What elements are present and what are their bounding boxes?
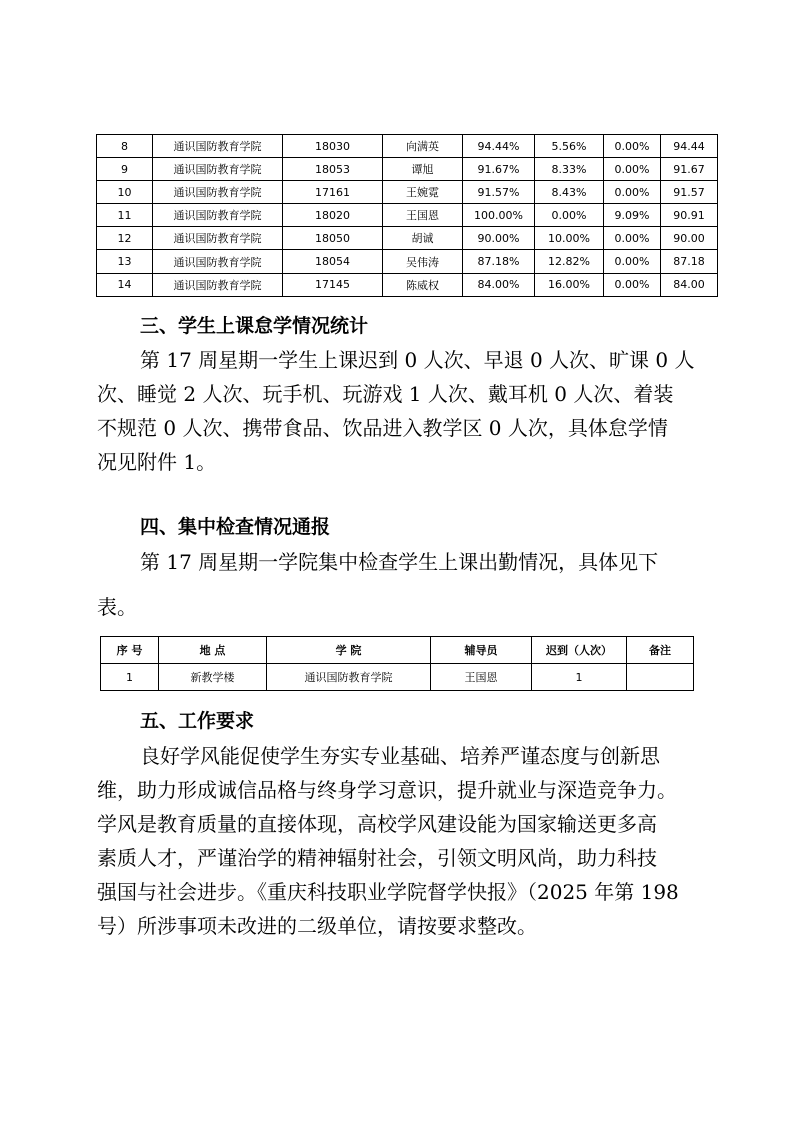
header-cell-college: 学 院 xyxy=(267,637,431,664)
cell-rank: 13 xyxy=(97,250,153,273)
cell-score: 90.00 xyxy=(661,227,718,250)
table-row xyxy=(97,227,718,250)
attendance-ranking-table xyxy=(96,134,718,297)
cell-staff-id: 18020 xyxy=(283,204,383,227)
header-cell-counselor: 辅导员 xyxy=(431,637,532,664)
section-3-line: 不规范 0 人次、携带食品、饮品进入教学区 0 人次，具体怠学情 xyxy=(97,416,668,440)
table-row xyxy=(97,135,718,158)
cell-absence-rate: 0.00% xyxy=(604,250,661,273)
cell-staff-id: 18050 xyxy=(283,227,383,250)
cell-location: 新教学楼 xyxy=(159,664,267,691)
cell-rank: 8 xyxy=(97,135,153,158)
cell-rank: 10 xyxy=(97,181,153,204)
inspection-header-row xyxy=(101,637,694,664)
table-row xyxy=(97,158,718,181)
header-cell-remarks: 备注 xyxy=(627,637,694,664)
cell-college: 通识国防教育学院 xyxy=(153,181,283,204)
section-5-line: 素质人才，严谨治学的精神辐射社会，引领文明风尚，助力科技 xyxy=(97,846,657,870)
cell-teacher: 陈威权 xyxy=(383,273,463,296)
cell-counselor: 王国恩 xyxy=(431,664,532,691)
table-row xyxy=(97,250,718,273)
cell-teacher: 王国恩 xyxy=(383,204,463,227)
cell-index: 1 xyxy=(101,664,159,691)
cell-staff-id: 18054 xyxy=(283,250,383,273)
header-cell-late-count: 迟到（人次） xyxy=(532,637,627,664)
section-5-heading: 五、工作要求 xyxy=(140,710,255,732)
cell-college: 通识国防教育学院 xyxy=(153,135,283,158)
cell-staff-id: 17145 xyxy=(283,273,383,296)
cell-rank: 14 xyxy=(97,273,153,296)
section-5-line: 强国与社会进步。《重庆科技职业学院督学快报》（2025 年第 198 xyxy=(97,880,679,904)
cell-rank: 9 xyxy=(97,158,153,181)
section-5-line: 维，助力形成诚信品格与终身学习意识，提升就业与深造竞争力。 xyxy=(97,778,677,802)
cell-remarks xyxy=(627,664,694,691)
cell-score: 84.00 xyxy=(661,273,718,296)
header-cell-location: 地 点 xyxy=(159,637,267,664)
cell-college: 通识国防教育学院 xyxy=(153,250,283,273)
cell-late-rate: 8.43% xyxy=(535,181,604,204)
cell-college: 通识国防教育学院 xyxy=(153,158,283,181)
section-5-line: 学风是教育质量的直接体现，高校学风建设能为国家输送更多高 xyxy=(97,812,657,836)
cell-late-count: 1 xyxy=(532,664,627,691)
header-cell-index: 序 号 xyxy=(101,637,159,664)
section-3-heading: 三、学生上课怠学情况统计 xyxy=(140,315,369,337)
cell-attendance-rate: 94.44% xyxy=(463,135,535,158)
cell-late-rate: 0.00% xyxy=(535,204,604,227)
cell-teacher: 谭旭 xyxy=(383,158,463,181)
cell-staff-id: 17161 xyxy=(283,181,383,204)
cell-college: 通识国防教育学院 xyxy=(153,273,283,296)
cell-score: 90.91 xyxy=(661,204,718,227)
section-5-line: 良好学风能促使学生夯实专业基础、培养严谨态度与创新思 xyxy=(140,744,660,768)
cell-absence-rate: 0.00% xyxy=(604,227,661,250)
cell-attendance-rate: 90.00% xyxy=(463,227,535,250)
cell-absence-rate: 0.00% xyxy=(604,135,661,158)
cell-attendance-rate: 87.18% xyxy=(463,250,535,273)
cell-teacher: 胡诚 xyxy=(383,227,463,250)
section-5-paragraph xyxy=(97,739,697,943)
cell-late-rate: 5.56% xyxy=(535,135,604,158)
table-row xyxy=(97,181,718,204)
section-4-line: 第 17 周星期一学院集中检查学生上课出勤情况，具体见下 xyxy=(140,550,659,574)
table-row xyxy=(97,204,718,227)
cell-late-rate: 10.00% xyxy=(535,227,604,250)
cell-rank: 11 xyxy=(97,204,153,227)
cell-late-rate: 8.33% xyxy=(535,158,604,181)
table-row xyxy=(97,273,718,296)
cell-score: 94.44 xyxy=(661,135,718,158)
cell-college: 通识国防教育学院 xyxy=(153,227,283,250)
cell-attendance-rate: 91.67% xyxy=(463,158,535,181)
cell-rank: 12 xyxy=(97,227,153,250)
section-5-line: 号）所涉事项未改进的二级单位，请按要求整改。 xyxy=(97,914,537,938)
cell-teacher: 王婉霓 xyxy=(383,181,463,204)
cell-absence-rate: 0.00% xyxy=(604,181,661,204)
cell-teacher: 吴伟涛 xyxy=(383,250,463,273)
table-row xyxy=(101,664,694,691)
cell-absence-rate: 0.00% xyxy=(604,158,661,181)
cell-absence-rate: 9.09% xyxy=(604,204,661,227)
cell-college: 通识国防教育学院 xyxy=(267,664,431,691)
section-3-line: 第 17 周星期一学生上课迟到 0 人次、早退 0 人次、旷课 0 人 xyxy=(140,348,695,372)
cell-score: 91.67 xyxy=(661,158,718,181)
cell-college: 通识国防教育学院 xyxy=(153,204,283,227)
cell-attendance-rate: 100.00% xyxy=(463,204,535,227)
cell-teacher: 向满英 xyxy=(383,135,463,158)
section-4-paragraph xyxy=(97,545,697,624)
cell-staff-id: 18030 xyxy=(283,135,383,158)
cell-score: 91.57 xyxy=(661,181,718,204)
section-4-heading: 四、集中检查情况通报 xyxy=(140,516,331,538)
cell-late-rate: 16.00% xyxy=(535,273,604,296)
section-3-line: 次、睡觉 2 人次、玩手机、玩游戏 1 人次、戴耳机 0 人次、着装 xyxy=(97,382,674,406)
cell-attendance-rate: 84.00% xyxy=(463,273,535,296)
inspection-table xyxy=(100,636,694,691)
cell-attendance-rate: 91.57% xyxy=(463,181,535,204)
cell-late-rate: 12.82% xyxy=(535,250,604,273)
cell-staff-id: 18053 xyxy=(283,158,383,181)
cell-score: 87.18 xyxy=(661,250,718,273)
section-3-line: 况见附件 1。 xyxy=(97,450,217,474)
section-3-paragraph xyxy=(97,343,697,479)
cell-absence-rate: 0.00% xyxy=(604,273,661,296)
section-4-line: 表。 xyxy=(97,595,137,619)
